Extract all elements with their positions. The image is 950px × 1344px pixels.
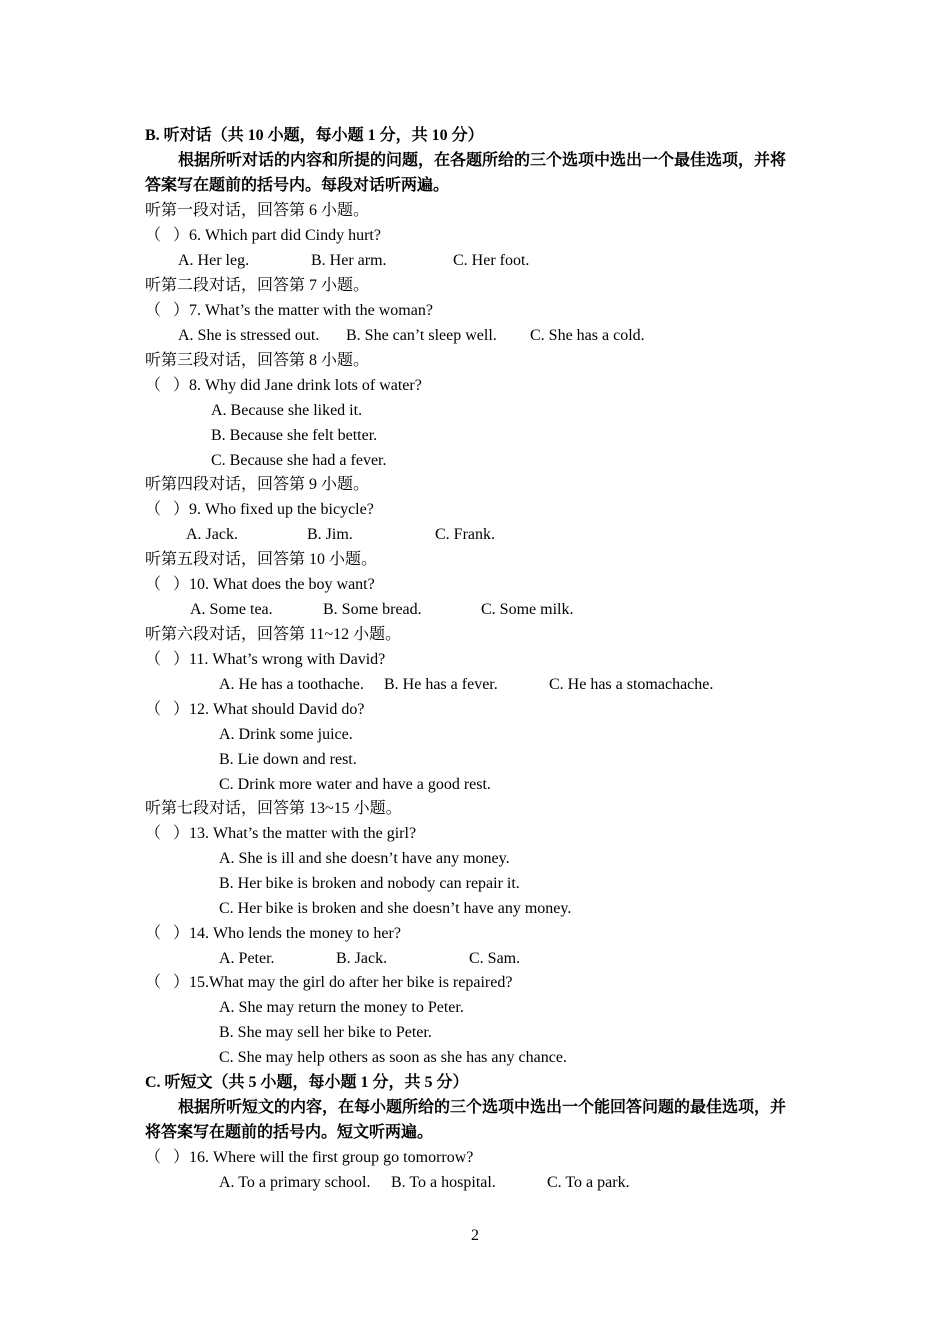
q10-option-b: B. Some bread. bbox=[323, 601, 422, 618]
dialogue-4-header: 听第四段对话，回答第 9 小题。 bbox=[145, 476, 370, 493]
question-14: （ ）14. Who lends the money to her? bbox=[145, 925, 401, 942]
question-7: （ ）7. What’s the matter with the woman? bbox=[145, 302, 433, 319]
q9-option-c: C. Frank. bbox=[435, 526, 495, 543]
question-8: （ ）8. Why did Jane drink lots of water? bbox=[145, 377, 422, 394]
section-c-instruction-line1: 根据所听短文的内容，在每小题所给的三个选项中选出一个能回答问题的最佳选项，并 bbox=[178, 1099, 787, 1116]
page-number: 2 bbox=[471, 1227, 479, 1244]
q12-option-a: A. Drink some juice. bbox=[219, 726, 353, 743]
q7-option-b: B. She can’t sleep well. bbox=[346, 327, 497, 344]
q14-option-b: B. Jack. bbox=[336, 950, 388, 967]
q13-option-a: A. She is ill and she doesn’t have any money. bbox=[219, 850, 510, 867]
q11-option-b: B. He has a fever. bbox=[384, 676, 498, 693]
q15-option-a: A. She may return the money to Peter. bbox=[219, 999, 464, 1016]
q8-option-a: A. Because she liked it. bbox=[211, 402, 363, 419]
question-10: （ ）10. What does the boy want? bbox=[145, 576, 375, 593]
q11-option-a: A. He has a toothache. bbox=[219, 676, 364, 693]
q9-option-a: A. Jack. bbox=[186, 526, 238, 543]
q14-option-a: A. Peter. bbox=[219, 950, 275, 967]
q13-option-c: C. Her bike is broken and she doesn’t have any money. bbox=[219, 900, 572, 917]
question-13: （ ）13. What’s the matter with the girl? bbox=[145, 825, 417, 842]
q11-option-c: C. He has a stomachache. bbox=[549, 676, 714, 693]
q8-option-b: B. Because she felt better. bbox=[211, 427, 378, 444]
q12-option-c: C. Drink more water and have a good rest. bbox=[219, 776, 491, 793]
section-b-instruction-line2: 答案写在题前的括号内。每段对话听两遍。 bbox=[145, 177, 450, 194]
dialogue-6-header: 听第六段对话，回答第 11~12 小题。 bbox=[145, 626, 402, 643]
question-9: （ ）9. Who fixed up the bicycle? bbox=[145, 501, 374, 518]
q6-option-a: A. Her leg. bbox=[178, 252, 250, 269]
q10-option-c: C. Some milk. bbox=[481, 601, 574, 618]
question-16: （ ）16. Where will the first group go tomorrow? bbox=[145, 1149, 474, 1166]
dialogue-1-header: 听第一段对话，回答第 6 小题。 bbox=[145, 202, 370, 219]
q9-option-b: B. Jim. bbox=[307, 526, 353, 543]
section-b-title: B. 听对话（共 10 小题，每小题 1 分，共 10 分） bbox=[145, 127, 484, 144]
q7-option-a: A. She is stressed out. bbox=[178, 327, 320, 344]
question-6: （ ）6. Which part did Cindy hurt? bbox=[145, 227, 381, 244]
section-c-instruction-line2: 将答案写在题前的括号内。短文听两遍。 bbox=[145, 1124, 434, 1141]
question-11: （ ）11. What’s wrong with David? bbox=[145, 651, 386, 668]
q13-option-b: B. Her bike is broken and nobody can repair it. bbox=[219, 875, 520, 892]
q15-option-b: B. She may sell her bike to Peter. bbox=[219, 1024, 432, 1041]
q15-option-c: C. She may help others as soon as she has any chance. bbox=[219, 1049, 567, 1066]
q16-option-b: B. To a hospital. bbox=[391, 1174, 496, 1191]
q6-option-c: C. Her foot. bbox=[453, 252, 530, 269]
q12-option-b: B. Lie down and rest. bbox=[219, 751, 357, 768]
q8-option-c: C. Because she had a fever. bbox=[211, 452, 387, 469]
q16-option-a: A. To a primary school. bbox=[219, 1174, 371, 1191]
q16-option-c: C. To a park. bbox=[547, 1174, 630, 1191]
dialogue-2-header: 听第二段对话，回答第 7 小题。 bbox=[145, 277, 370, 294]
q7-option-c: C. She has a cold. bbox=[530, 327, 645, 344]
question-15: （ ）15.What may the girl do after her bike is repaired? bbox=[145, 974, 513, 991]
q14-option-c: C. Sam. bbox=[469, 950, 521, 967]
q6-option-b: B. Her arm. bbox=[311, 252, 387, 269]
q10-option-a: A. Some tea. bbox=[190, 601, 273, 618]
dialogue-7-header: 听第七段对话，回答第 13~15 小题。 bbox=[145, 800, 402, 817]
dialogue-3-header: 听第三段对话，回答第 8 小题。 bbox=[145, 352, 370, 369]
dialogue-5-header: 听第五段对话，回答第 10 小题。 bbox=[145, 551, 378, 568]
question-12: （ ）12. What should David do? bbox=[145, 701, 365, 718]
section-b-instruction-line1: 根据所听对话的内容和所提的问题，在各题所给的三个选项中选出一个最佳选项，并将 bbox=[178, 152, 787, 169]
section-c-title: C. 听短文（共 5 小题，每小题 1 分，共 5 分） bbox=[145, 1074, 469, 1091]
